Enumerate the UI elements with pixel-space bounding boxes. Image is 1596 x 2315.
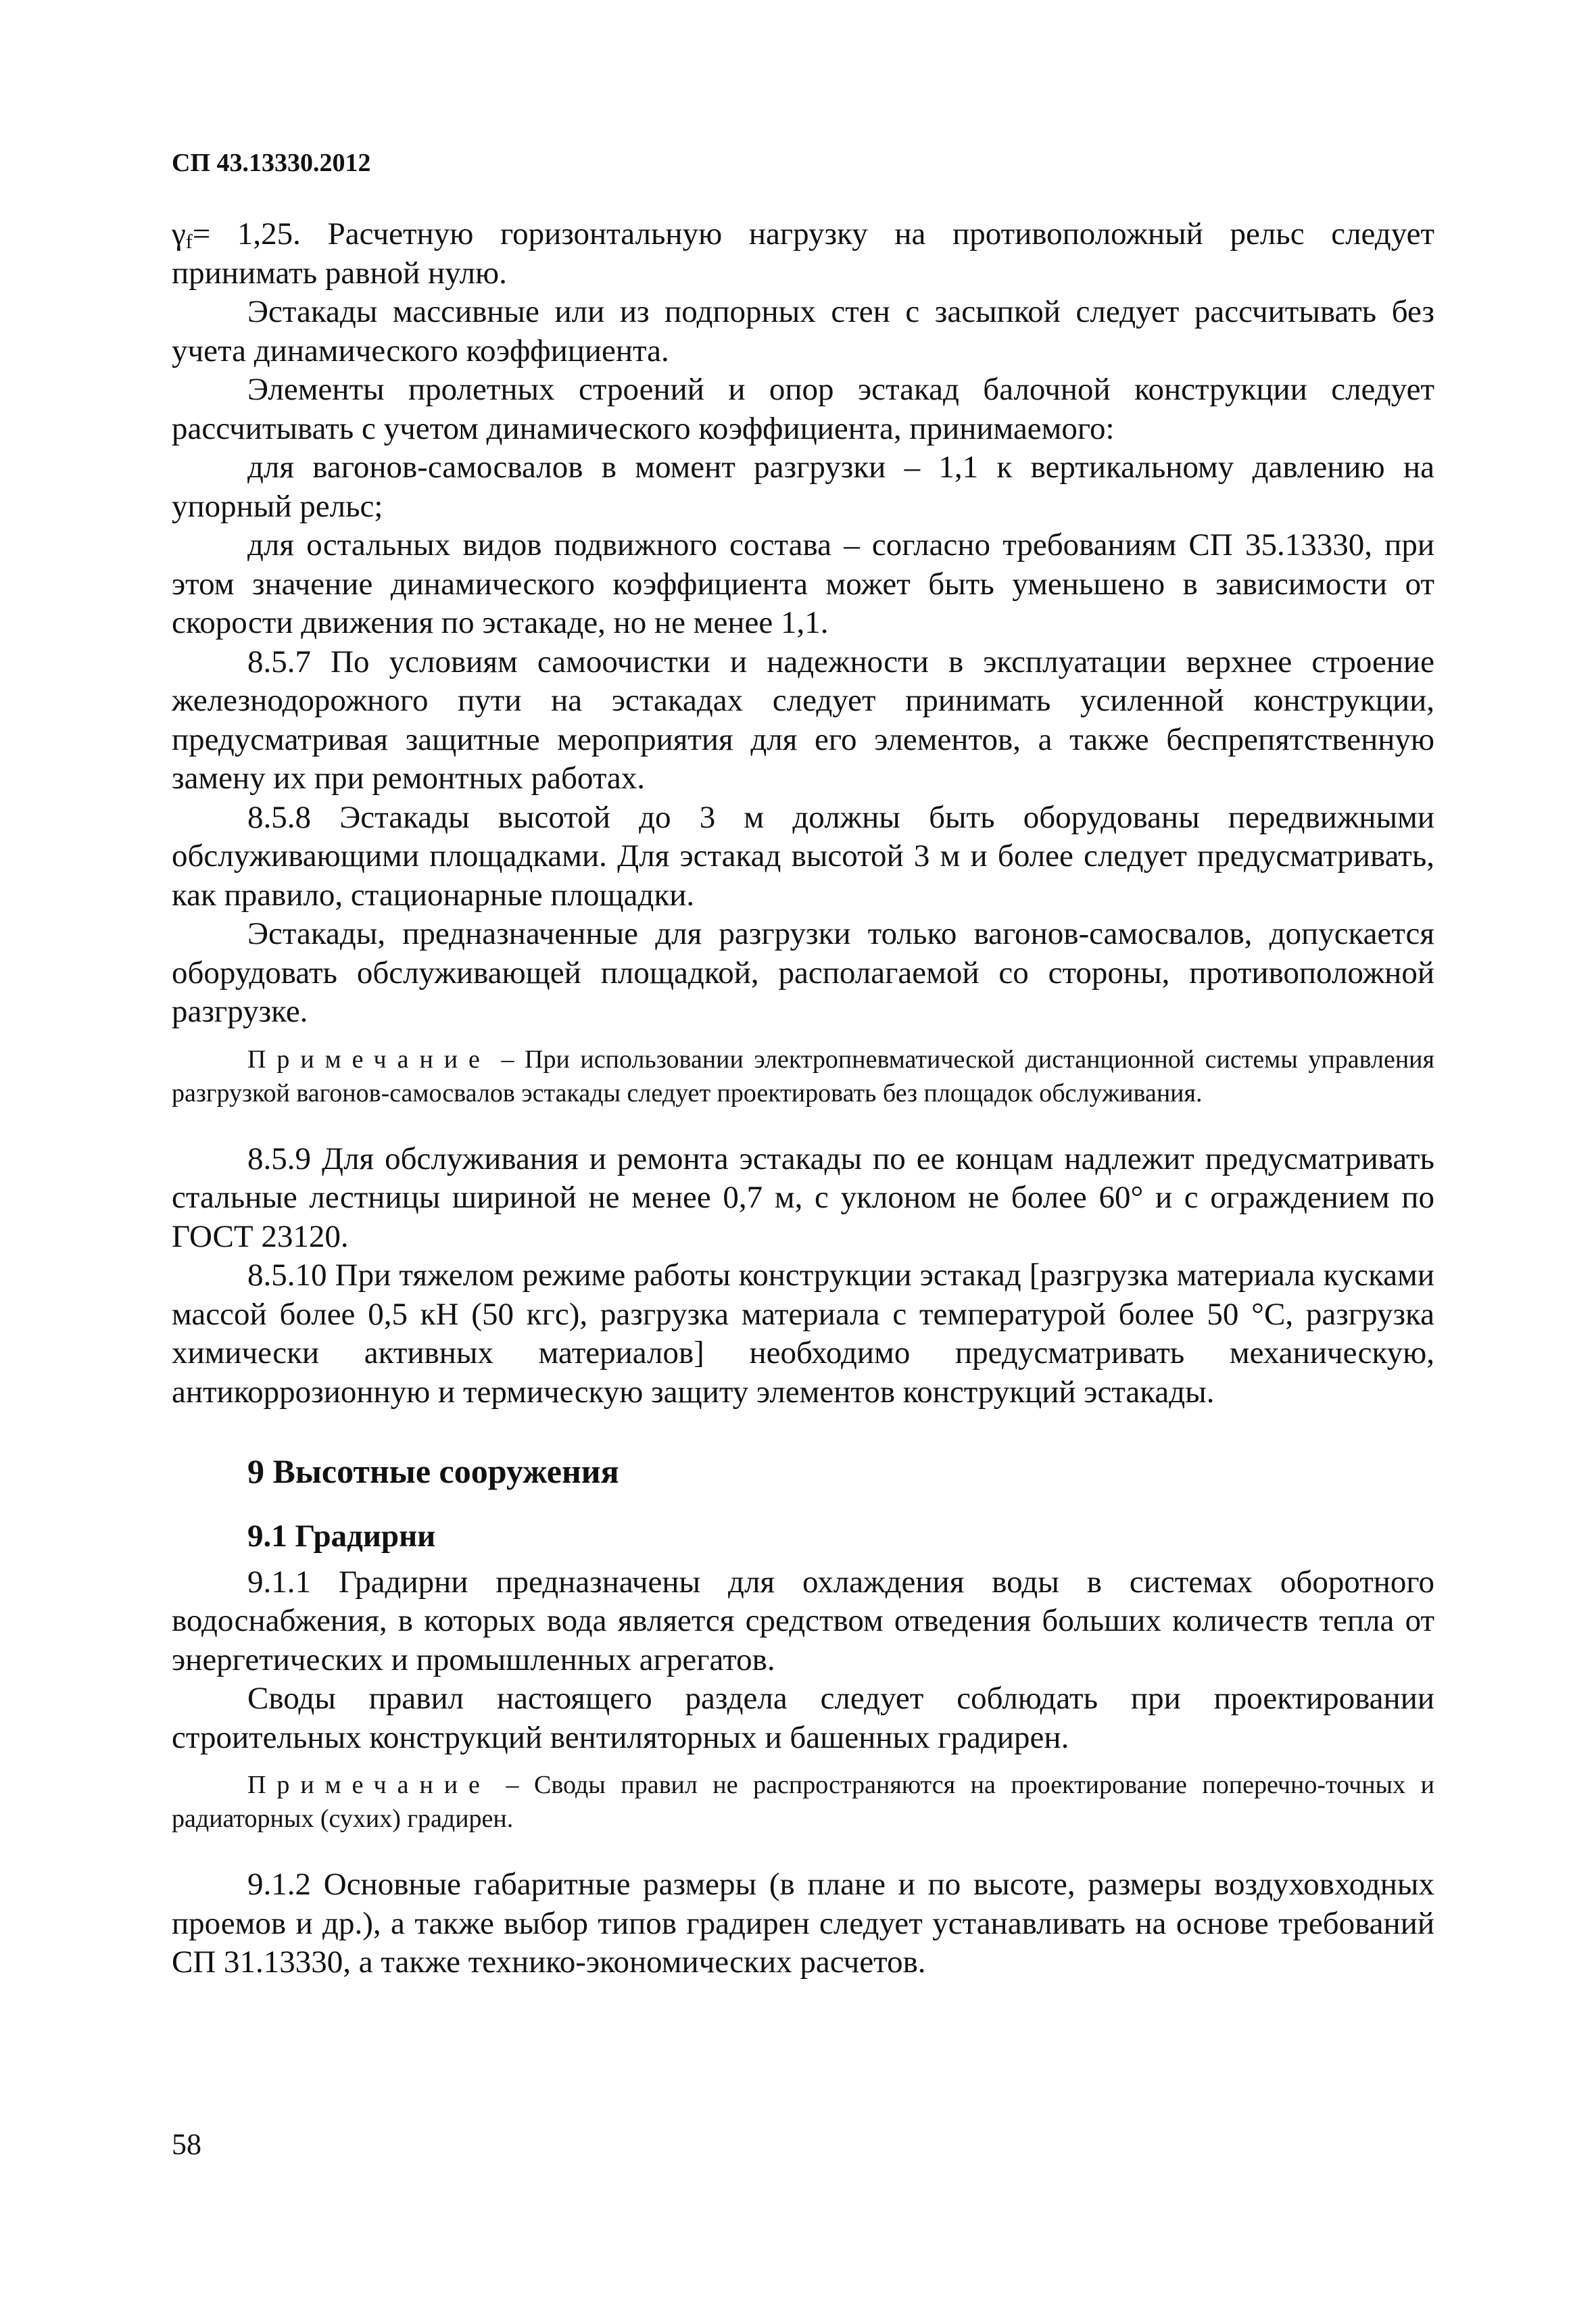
note-electropneumatic bbox=[172, 1043, 1434, 1110]
section-heading-9-1: 9.1 Градирни bbox=[247, 1519, 436, 1554]
gamma-symbol: γ bbox=[172, 216, 186, 252]
paragraph-unloading-trestles: Эстакады, предназначенные для разгрузки только вагонов-самосвалов, допускается оборудовать обслуживающей площадкой, располагаемой со стороны, противоположной разгрузке. bbox=[172, 916, 1434, 1029]
paragraph-rules-scope: Своды правил настоящего раздела следует соблюдать при проектировании строительных конструкций вентиляторных и башенных градирен. bbox=[172, 1681, 1434, 1755]
paragraph-9-1-2: 9.1.2 Основные габаритные размеры (в плане и по высоте, размеры воздуховходных проемов и др.), а также выбор типов градирен следует устанавливать на основе требований СП 31.13330, а также технико-экономических расчетов. bbox=[172, 1867, 1434, 1980]
document-code-header: СП 43.13330.2012 bbox=[172, 149, 371, 177]
page-number: 58 bbox=[172, 2128, 201, 2161]
note-text: – Своды правил не распространяются на проектирование поперечно-точных и радиаторных (сухих) градирен. bbox=[172, 1771, 1434, 1833]
note-text: – При использовании электропневматической дистанционной системы управления разгрузкой вагонов-самосвалов эстакады следует проектировать без площадок обслуживания. bbox=[172, 1045, 1434, 1107]
paragraph-8-5-8: 8.5.8 Эстакады высотой до 3 м должны быть оборудованы передвижными обслуживающими площадками. Для эстакад высотой 3 м и более следует предусматривать, как правило, стационарные площадки. bbox=[172, 799, 1434, 913]
paragraph-span-elements: Элементы пролетных строений и опор эстакад балочной конструкции следует рассчитывать с учетом динамического коэффициента, принимаемого: bbox=[172, 372, 1434, 446]
paragraph-dump-cars: для вагонов-самосвалов в момент разгрузки – 1,1 к вертикальному давлению на упорный рельс; bbox=[172, 450, 1434, 524]
paragraph-9-1-1: 9.1.1 Градирни предназначены для охлаждения воды в системах оборотного водоснабжения, в которых вода является средством отведения больших количеств тепла от энергетических и промышленных агрегатов. bbox=[172, 1564, 1434, 1677]
gamma-subscript: f bbox=[185, 231, 193, 253]
paragraph-8-5-10: 8.5.10 При тяжелом режиме работы конструкции эстакад [разгрузка материала кусками массой более 0,5 кН (50 кгс), разгрузка материала с температурой более 50 °С, разгрузка химически активных материалов] необходимо предусматривать механическую, антикоррозионную и термическую защиту элементов конструкций эстакады. bbox=[172, 1258, 1434, 1410]
document-body bbox=[172, 215, 1434, 1982]
note-cooling-towers bbox=[172, 1768, 1434, 1836]
section-heading-9: 9 Высотные сооружения bbox=[247, 1452, 619, 1490]
note-label: Примечание bbox=[247, 1045, 491, 1074]
paragraph-other-rolling-stock: для остальных видов подвижного состава – согласно требованиям СП 35.13330, при этом значение динамического коэффициента может быть уменьшено в зависимости от скорости движения по эстакаде, но не менее 1,1. bbox=[172, 527, 1434, 640]
paragraph-8-5-9: 8.5.9 Для обслуживания и ремонта эстакады по ее концам надлежит предусматривать стальные лестницы шириной не менее 0,7 м, с уклоном не более 60° и с ограждением по ГОСТ 23120. bbox=[172, 1141, 1434, 1254]
paragraph-8-5-7: 8.5.7 По условиям самоочистки и надежности в эксплуатации верхнее строение железнодорожного пути на эстакадах следует принимать усиленной конструкции, предусматривая защитные мероприятия для его элементов, а также беспрепятственную замену их при ремонтных работах. bbox=[172, 644, 1434, 796]
paragraph-massive-trestles: Эстакады массивные или из подпорных стен с засыпкой следует рассчитывать без учета динамического коэффициента. bbox=[172, 294, 1434, 368]
paragraph-gamma-load bbox=[172, 215, 1434, 293]
paragraph-gamma-text: = 1,25. Расчетную горизонтальную нагрузку на противоположный рельс следует принимать равной нулю. bbox=[172, 216, 1434, 291]
note-label: Примечание bbox=[247, 1771, 491, 1799]
